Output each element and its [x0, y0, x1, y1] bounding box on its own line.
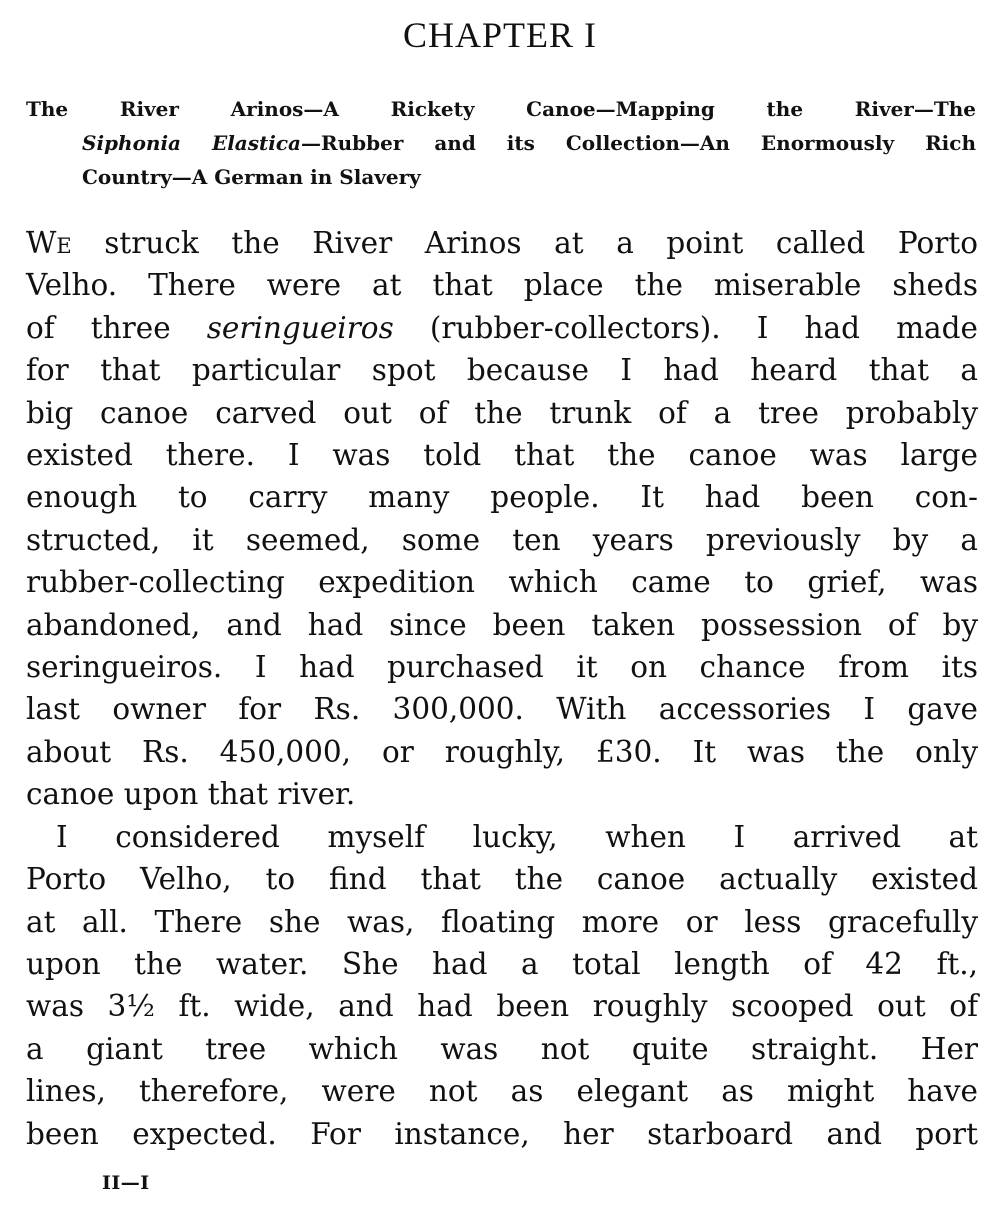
body-line-21: lines, therefore, were not as elegant as might have — [26, 1074, 978, 1109]
synopsis-line-3: Country—A German in Slavery — [82, 165, 421, 189]
signature-mark: II—I — [102, 1172, 150, 1194]
synopsis-line-2 — [82, 126, 976, 160]
body-line-3-start: of three — [26, 310, 171, 345]
body-line-9: rubber-collecting expedition which came to grief, was — [26, 565, 978, 600]
synopsis-italic-term: Siphonia Elastica — [82, 131, 301, 155]
body-line-11: seringueiros. I had purchased it on chance from its — [26, 650, 978, 685]
body-italic-term: seringueiros — [206, 310, 394, 345]
body-line-19: was 3½ ft. wide, and had been roughly scooped out of — [26, 989, 978, 1024]
body-line-2: Velho. There were at that place the miserable sheds — [26, 268, 978, 303]
body-line-22: been expected. For instance, her starboard and port — [26, 1116, 978, 1151]
body-line-14: canoe upon that river. — [26, 777, 356, 812]
body-line-4: for that particular spot because I had heard that a — [26, 353, 978, 388]
body-line-1 — [26, 222, 978, 264]
body-line-13: about Rs. 450,000, or roughly, £30. It was the only — [26, 734, 978, 769]
body-line-20: a giant tree which was not quite straight. Her — [26, 1031, 978, 1066]
body-line-1-text: struck the River Arinos at a point called Porto — [104, 226, 978, 260]
drop-word: We — [26, 226, 72, 260]
body-line-15: I considered myself lucky, when I arrived at — [56, 819, 978, 854]
body-line-3 — [26, 307, 978, 349]
body-line-3-end: (rubber-collectors). I had made — [429, 310, 978, 345]
body-line-6: existed there. I was told that the canoe was large — [26, 438, 978, 473]
body-line-17: at all. There she was, floating more or less gracefully — [26, 904, 978, 939]
synopsis-continuation — [26, 126, 976, 194]
body-line-7: enough to carry many people. It had been con- — [26, 480, 978, 515]
body-line-12: last owner for Rs. 300,000. With accessories I gave — [26, 692, 978, 727]
body-line-8: structed, it seemed, some ten years previously by a — [26, 522, 978, 557]
synopsis-line-1: The River Arinos—A Rickety Canoe—Mapping the River—The — [26, 97, 976, 121]
body-line-16: Porto Velho, to find that the canoe actually existed — [26, 862, 978, 897]
body-line-10: abandoned, and had since been taken possession of by — [26, 607, 978, 642]
body-line-5: big canoe carved out of the trunk of a tree probably — [26, 395, 978, 430]
chapter-synopsis — [26, 92, 976, 194]
chapter-title: CHAPTER I — [402, 15, 597, 55]
synopsis-line-2-rest: —Rubber and its Collection—An Enormously Rich — [301, 131, 976, 155]
body-text — [26, 222, 978, 1155]
body-line-18: upon the water. She had a total length of 42 ft., — [26, 946, 978, 981]
